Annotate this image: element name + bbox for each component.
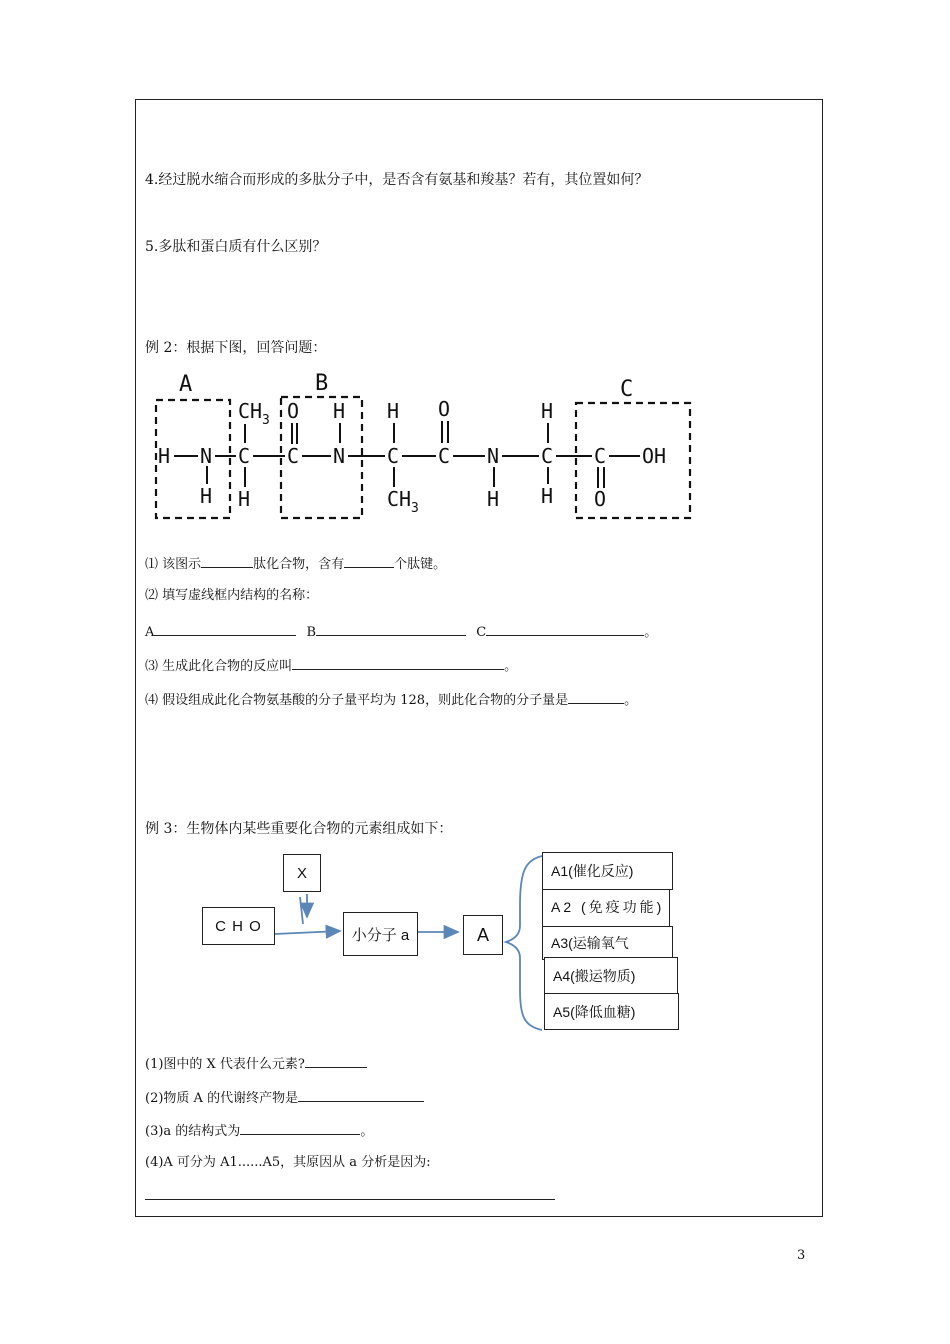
box-label-b: B [315, 371, 329, 396]
svg-text:H: H [387, 399, 400, 423]
ex2-question-2: ⑵ 填写虚线框内结构的名称： [145, 588, 319, 603]
ex2-question-2-blanks: A B C 。 [145, 621, 657, 642]
answer-line[interactable] [145, 1199, 555, 1200]
example-2-title: 例 2：根据下图，回答问题： [145, 340, 327, 356]
svg-text:C: C [438, 444, 451, 468]
ex2-question-3: ⑶ 生成此化合物的反应叫 。 [145, 655, 517, 676]
ex3-question-1: (1)图中的 X 代表什么元素? [145, 1053, 367, 1074]
ex3-question-3: (3)a 的结构式为 。 [145, 1120, 373, 1141]
svg-text:N: N [333, 444, 346, 468]
small-molecule-a-box: 小分子 a [343, 912, 418, 956]
svg-text:H: H [333, 399, 346, 423]
brace-icon [506, 856, 542, 1030]
ex3-question-4: (4)A 可分为 A1......A5，其原因从 a 分析是因为: [145, 1155, 431, 1170]
svg-text:C: C [594, 444, 607, 468]
x-box: X [283, 854, 321, 892]
example-3-title: 例 3：生物体内某些重要化合物的元素组成如下： [145, 821, 453, 837]
svg-text:O: O [594, 487, 607, 511]
question-4: 4.经过脱水缩合而形成的多肽分子中，是否含有氨基和羧基？若有，其位置如何？ [145, 172, 649, 188]
svg-text:H: H [487, 487, 500, 511]
svg-text:OH: OH [642, 444, 667, 468]
cho-box: C H O [202, 907, 275, 945]
svg-text:H: H [541, 399, 554, 423]
svg-text:CH: CH [387, 487, 412, 511]
svg-text:C: C [387, 444, 400, 468]
svg-text:3: 3 [262, 413, 270, 428]
a1-box: A1(催化反应) [542, 852, 673, 890]
question-5: 5.多肽和蛋白质有什么区别？ [145, 239, 327, 255]
box-label-c: C [620, 377, 634, 402]
svg-text:O: O [287, 399, 300, 423]
ex2-question-4: ⑷ 假设组成此化合物氨基酸的分子量平均为 128，则此化合物的分子量是 。 [145, 689, 637, 710]
svg-text:C: C [287, 444, 300, 468]
svg-text:H: H [541, 484, 554, 508]
a3-box: A3(运输氧气 [542, 926, 673, 960]
page-number: 3 [797, 1248, 806, 1263]
box-label-a: A [179, 372, 193, 397]
a4-box: A4(搬运物质) [544, 957, 678, 994]
a5-box: A5(降低血糖) [544, 993, 679, 1030]
svg-text:CH: CH [238, 399, 263, 423]
svg-text:H: H [200, 484, 213, 508]
a2-box: A2 (免疫功能) [542, 889, 670, 927]
svg-text:3: 3 [411, 501, 419, 516]
svg-text:C: C [238, 444, 251, 468]
blank-structure[interactable] [240, 1120, 360, 1135]
svg-text:O: O [438, 397, 451, 421]
svg-text:H: H [238, 487, 251, 511]
svg-text:N: N [487, 444, 500, 468]
ex2-question-1: ⑴ 该图示 肽化合物，含有 个肽键。 [145, 553, 446, 574]
svg-text:C: C [541, 444, 554, 468]
blank-x[interactable] [305, 1053, 367, 1068]
blank-product[interactable] [298, 1087, 424, 1102]
svg-text:H: H [158, 444, 171, 468]
svg-text:N: N [200, 444, 213, 468]
ex3-question-2: (2)物质 A 的代谢终产物是 [145, 1087, 424, 1108]
big-a-box: A [463, 915, 503, 955]
